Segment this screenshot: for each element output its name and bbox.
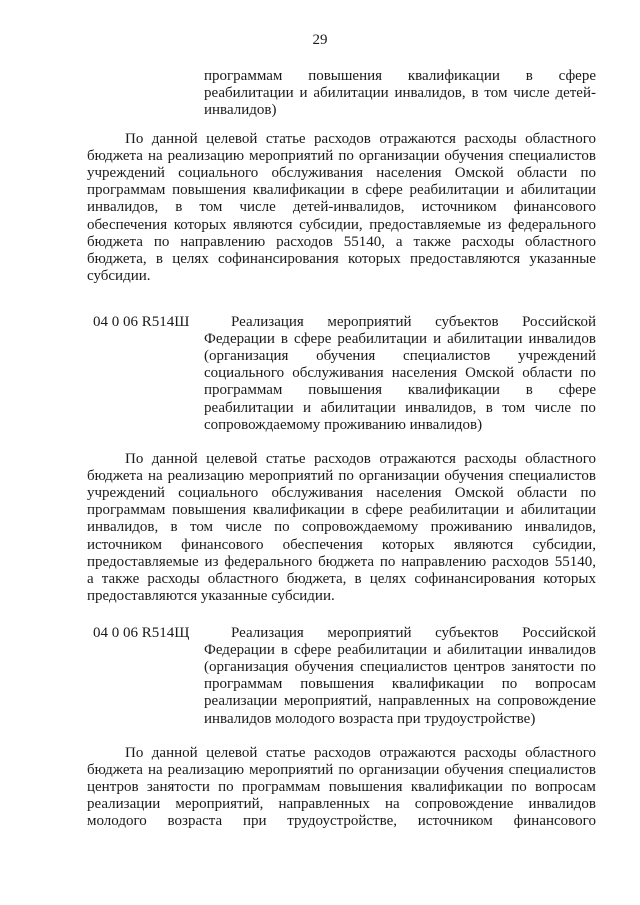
- text-line: бюджета на реализацию мероприятий по организации обучения специалистов: [87, 148, 596, 164]
- text-line: реализации мероприятий, направленных на сопровождение: [204, 693, 596, 709]
- text-line: программам повышения квалификации в сфере реабилитации и абилитации: [87, 502, 596, 518]
- text-line: Реализация мероприятий субъектов Российской: [231, 314, 596, 330]
- text-line: социального обслуживания населения Омской области по: [204, 365, 596, 381]
- text-line: предоставляются указанные субсидии.: [87, 588, 335, 604]
- text-line: бюджета на реализацию мероприятий по организации обучения специалистов: [87, 468, 596, 484]
- text-line: программам повышения квалификации в сфере: [204, 68, 596, 84]
- text-line: инвалидов): [204, 102, 277, 118]
- text-line: По данной целевой статье расходов отражаются расходы областного: [125, 451, 596, 467]
- text-line: учреждений социального обслуживания населения Омской области по: [87, 165, 596, 181]
- text-line: программам повышения квалификации в сфере реабилитации и абилитации: [87, 182, 596, 198]
- text-line: сопровождаемому проживанию инвалидов): [204, 417, 483, 433]
- text-line: инвалидов молодого возраста при трудоустройстве): [204, 711, 536, 727]
- text-line: реабилитации и абилитации инвалидов, в том числе детей-: [204, 85, 596, 101]
- text-line: По данной целевой статье расходов отражаются расходы областного: [125, 745, 596, 761]
- text-line: бюджета на реализацию мероприятий по организации обучения специалистов: [87, 762, 596, 778]
- text-line: программам повышения квалификации по вопросам: [204, 676, 596, 692]
- page-number: 29: [312, 32, 328, 48]
- text-line: реализации мероприятий, направленных на сопровождение инвалидов: [87, 796, 596, 812]
- text-line: инвалидов, в том числе детей-инвалидов, источником финансового: [87, 199, 596, 215]
- text-line: Федерации в сфере реабилитации и абилитации инвалидов: [204, 642, 596, 658]
- text-line: центров занятости по программам повышения квалификации по вопросам: [87, 779, 596, 795]
- text-line: реабилитации и абилитации инвалидов, в том числе по: [204, 400, 596, 416]
- text-line: бюджета по направлению расходов 55140, а также расходы областного: [87, 234, 596, 250]
- article-code: 04 0 06 R514Ш: [93, 314, 190, 330]
- text-line: По данной целевой статье расходов отражаются расходы областного: [125, 131, 596, 147]
- text-line: предоставляемые из федерального бюджета по направлению расходов 55140,: [87, 554, 596, 570]
- text-line: источником финансового обеспечения которых являются субсидии,: [87, 537, 596, 553]
- text-line: учреждений социального обслуживания населения Омской области по: [87, 485, 596, 501]
- text-line: молодого возраста при трудоустройстве, источником финансового: [87, 813, 596, 829]
- article-code: 04 0 06 R514Щ: [93, 625, 190, 641]
- text-line: Реализация мероприятий субъектов Российской: [231, 625, 596, 641]
- text-line: бюджета, в целях софинансирования которых предоставляются указанные: [87, 251, 596, 267]
- text-line: (организация обучения специалистов учреждений: [204, 348, 596, 364]
- text-line: субсидии.: [87, 268, 151, 284]
- text-line: обеспечения которых являются субсидии, предоставляемые из федерального: [87, 217, 596, 233]
- text-line: программам повышения квалификации в сфере: [204, 382, 596, 398]
- text-line: (организация обучения специалистов центров занятости по: [204, 659, 596, 675]
- text-line: а также расходы областного бюджета, в целях софинансирования которых: [87, 571, 596, 587]
- text-line: Федерации в сфере реабилитации и абилитации инвалидов: [204, 331, 596, 347]
- text-line: инвалидов, в том числе по сопровождаемому проживанию инвалидов,: [87, 519, 596, 535]
